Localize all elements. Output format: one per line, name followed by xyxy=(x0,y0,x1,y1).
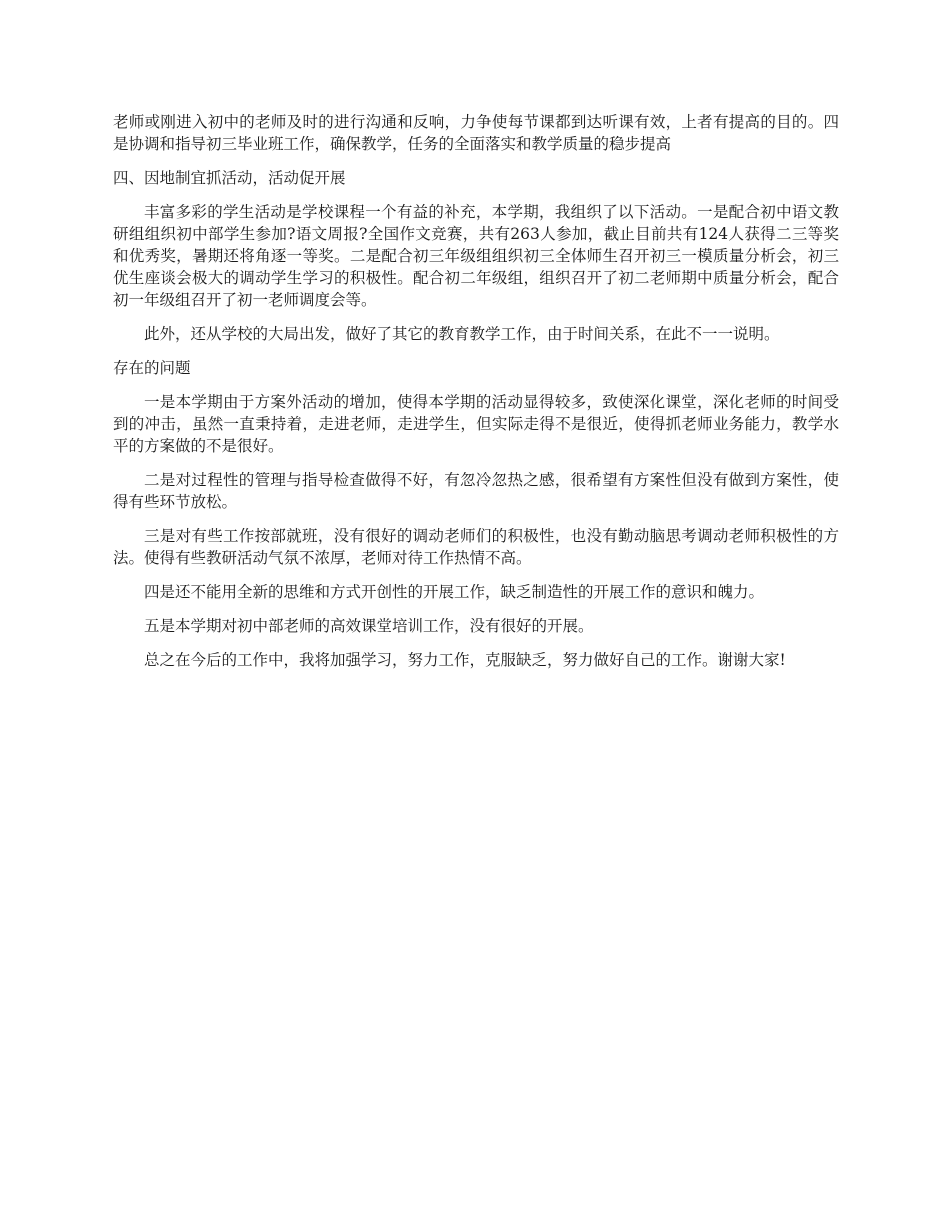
paragraph-other-work: 此外，还从学校的大局出发，做好了其它的教育教学工作，由于时间关系，在此不一一说明。 xyxy=(144,325,780,343)
section-heading-activities: 四、因地制宜抓活动，活动促开展 xyxy=(113,169,346,187)
document-body xyxy=(113,111,839,683)
paragraph-problem-4: 四是还不能用全新的思维和方式开创性的开展工作，缺乏制造性的开展工作的意识和魄力。 xyxy=(144,583,765,601)
paragraph-problem-3: 三是对有些工作按部就班，没有很好的调动老师们的积极性，也没有勤动脑思考调动老师积极性的方法。使得有些教研活动气氛不浓厚，老师对待工作热情不高。 xyxy=(113,527,839,567)
paragraph-activities: 丰富多彩的学生活动是学校课程一个有益的补充，本学期，我组织了以下活动。一是配合初中语文教研组组织初中部学生参加?语文周报?全国作文竞赛，共有263人参加，截止目前共有124人获得二三等奖和优秀奖，暑期还将角逐一等奖。二是配合初三年级组组织初三全体师生召开初三一模质量分析会，初三优生座谈会极大的调动学生学习的积极性。配合初二年级组，组织召开了初二老师期中质量分析会，配合初一年级组召开了初一老师调度会等。 xyxy=(113,203,839,309)
paragraph-problem-2: 二是对过程性的管理与指导检查做得不好，有忽冷忽热之感，很希望有方案性但没有做到方案性，使得有些环节放松。 xyxy=(113,471,839,511)
paragraph-problem-5: 五是本学期对初中部老师的高效课堂培训工作，没有很好的开展。 xyxy=(144,617,594,635)
paragraph-problem-1: 一是本学期由于方案外活动的增加，使得本学期的活动显得较多，致使深化课堂，深化老师的时间受到的冲击，虽然一直秉持着，走进老师，走进学生，但实际走得不是很近，使得抓老师业务能力，教学水平的方案做的不是很好。 xyxy=(113,393,839,455)
paragraph-conclusion: 总之在今后的工作中，我将加强学习，努力工作，克服缺乏，努力做好自己的工作。谢谢大家! xyxy=(144,651,786,669)
section-heading-problems: 存在的问题 xyxy=(113,359,191,377)
paragraph-continuation: 老师或刚进入初中的老师及时的进行沟通和反响，力争使每节课都到达听课有效，上者有提高的目的。四是协调和指导初三毕业班工作，确保教学，任务的全面落实和教学质量的稳步提高 xyxy=(113,113,839,153)
